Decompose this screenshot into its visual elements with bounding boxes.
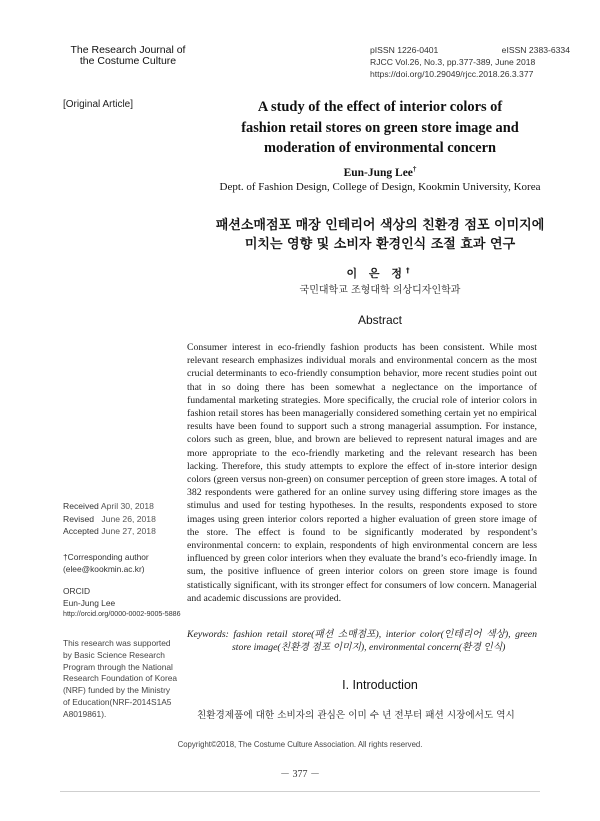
title-korean	[190, 216, 570, 254]
affiliation-korean: 국민대학교 조형대학 의상디자인학과	[299, 285, 461, 296]
corresponding-author-email[interactable]: (elee@kookmin.ac.kr)	[63, 564, 145, 574]
citation: RJCC Vol.26, No.3, pp.377-389, June 2018	[370, 57, 536, 67]
abstract-body: Consumer interest in eco-friendly fashion products has been consistent. While most relevant research emphasizes individual morals and environmental concern as the most crucial determinants to eco-friendly consumption behavior, more recent studies point out that in so doing there has been somewhat a neglectance on the importance of fundamental marketing strategies. More specifically, the crucial role of interior colors in fashion retail stores has been managerially considered something certain yet no empirical results have been found to support such a strong managerial assumption. For instance, colors such as green, blue, and brown are believed to represent natural images and are more appropriate to the eco-friendly marketing and the relevant research has been lacking. Therefore, this study attempts to explore the effect of in-store interior design colors (green versus non-green) on consumer perception of green store images. A total of 382 respondents were gathered for an online survey using differing store images as the stimulus and used for testing hypotheses. In the results, respondents exposed to store images using green interior colors reported a higher evaluation of green store image of the store. The effect is found to be significantly moderated by respondent’s environmental concern: to explain, respondents of high environmental concern are less influenced by green color interiors when they evaluate the brand’s eco-friendly image. In sum, the positive influence of green interior colors on green store image is found statistically significant, with its stronger effect for consumers of low concern. Managerial and academic discussions are provided.	[187, 342, 537, 604]
funding-line: Program through the National	[63, 661, 173, 672]
copyright-notice: Copyright©2018, The Costume Culture Association. All rights reserved.	[177, 740, 423, 749]
publication-meta	[370, 44, 570, 80]
corresponding-mark-korean: †	[406, 266, 414, 275]
corresponding-author-label: †Corresponding author	[63, 552, 149, 562]
author-korean	[190, 265, 570, 281]
affiliation-english: Dept. of Fashion Design, College of Design, Kookmin University, Korea	[219, 181, 541, 193]
received-date: April 30, 2018	[100, 501, 154, 511]
abstract-heading: Abstract	[357, 313, 402, 327]
corresponding-mark: †	[412, 165, 417, 173]
orcid-name: Eun-Jung Lee	[63, 597, 116, 608]
author-english-name: Eun-Jung Lee	[343, 166, 413, 179]
orcid-link[interactable]: http://orcid.org/0000-0002-9005-5886	[63, 610, 181, 618]
introduction-heading: I. Introduction	[342, 678, 418, 692]
journal-name-line1: The Research Journal of	[70, 44, 186, 56]
received-label: Received	[63, 501, 99, 511]
funding-line: Research Foundation of Korea	[63, 673, 178, 684]
funding-line: (NRF) funded by the Ministry	[63, 685, 171, 696]
title-english-line1: A study of the effect of interior colors of	[257, 99, 503, 115]
introduction-first-line: 친환경제품에 대한 소비자의 관심은 이미 수 년 전부터 패션 시장에서도 역시	[197, 710, 515, 721]
revised-date: June 26, 2018	[101, 513, 156, 524]
accepted-label: Accepted	[63, 526, 99, 536]
orcid-label: ORCID	[63, 586, 90, 596]
revised-label: Revised	[63, 513, 95, 524]
title-english-line3: moderation of environmental concern	[264, 140, 496, 156]
funding-line: of Education(NRF-2014S1A5	[63, 696, 172, 707]
footer-divider	[60, 791, 540, 792]
keywords: Keywords: fashion retail store(패션 소매점포), interior color(인테리어 색상), green store image(친환경 점포 이미지), environmental concern(환경 인식)	[187, 629, 537, 654]
title-korean-line2: 미치는 영향 및 소비자 환경인식 조절 효과 연구	[244, 237, 516, 252]
doi-link[interactable]: https://doi.org/10.29049/rjcc.2018.26.3.377	[370, 69, 534, 79]
corresponding-author	[63, 551, 149, 575]
article-type: [Original Article]	[63, 99, 134, 110]
title-korean-line1: 패션소매점포 매장 인테리어 색상의 친환경 점포 이미지에	[215, 218, 545, 233]
accepted-date: June 27, 2018	[101, 526, 156, 536]
funding-line: A8019861).	[63, 708, 107, 719]
pissn: pISSN 1226-0401	[370, 45, 439, 55]
orcid-block	[63, 586, 181, 621]
title-english	[190, 97, 570, 159]
journal-name	[63, 45, 193, 67]
title-english-line2: fashion retail stores on green store image and	[241, 119, 519, 136]
page-number: － 377 －	[280, 769, 320, 780]
journal-name-line2: the Costume Culture	[79, 55, 177, 67]
author-korean-name: 이 은 정	[346, 267, 407, 280]
funding-line: by Basic Science Research	[63, 649, 165, 660]
funding-line: This research was supported	[63, 638, 171, 648]
funding-note	[63, 638, 178, 721]
author-english	[190, 165, 570, 179]
eissn: eISSN 2383-6334	[501, 45, 570, 55]
article-dates	[63, 500, 156, 538]
